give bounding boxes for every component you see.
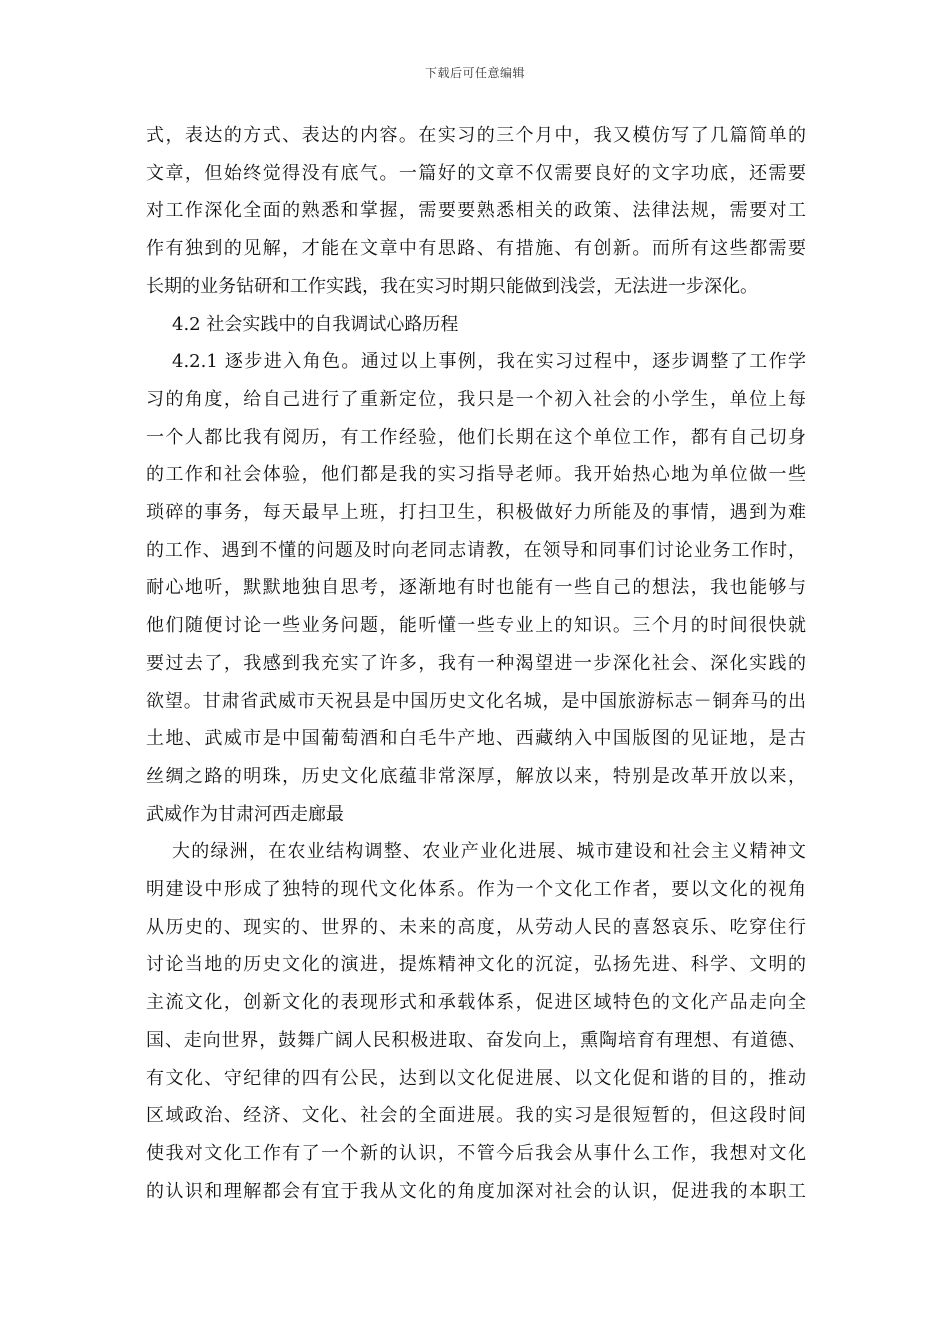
- body-line: 他们随便讨论一些业务问题，能听懂一些专业上的知识。三个月的时间很快就: [146, 615, 806, 637]
- body-line: 作有独到的见解，才能在文章中有思路、有措施、有创新。而所有这些都需要: [146, 238, 806, 260]
- body-line: 使我对文化工作有了一个新的认识，不管今后我会从事什么工作，我想对文化: [146, 1142, 806, 1164]
- body-line: 土地、武威市是中国葡萄酒和白毛牛产地、西藏纳入中国版图的见证地，是古: [146, 728, 806, 750]
- document-body: [146, 117, 806, 1210]
- body-line: 有文化、守纪律的四有公民，达到以文化促进展、以文化促和谐的目的，推动: [146, 1067, 806, 1089]
- body-line: 区域政治、经济、文化、社会的全面进展。我的实习是很短暂的，但这段时间: [146, 1105, 806, 1127]
- body-line: 欲望。甘肃省武威市天祝县是中国历史文化名城，是中国旅游标志－铜奔马的出: [146, 690, 806, 712]
- body-line: 的工作和社会体验，他们都是我的实习指导老师。我开始热心地为单位做一些: [146, 464, 806, 486]
- body-line: 要过去了，我感到我充实了许多，我有一种渴望进一步深化社会、深化实践的: [146, 652, 806, 674]
- paragraph-start-line: 大的绿洲，在农业结构调整、农业产业化进展、城市建设和社会主义精神文: [172, 841, 806, 863]
- body-line: 式，表达的方式、表达的内容。在实习的三个月中，我又模仿写了几篇简单的: [146, 125, 806, 146]
- body-line: 武威作为甘肃河西走廊最: [146, 803, 344, 825]
- body-line: 明建设中形成了独特的现代文化体系。作为一个文化工作者，要以文化的视角: [146, 879, 806, 901]
- body-line: 国、走向世界，鼓舞广阔人民积极进取、奋发向上，熏陶培育有理想、有道德、: [146, 1029, 806, 1051]
- body-line: 丝绸之路的明珠，历史文化底蕴非常深厚，解放以来，特别是改革开放以来，: [146, 765, 806, 787]
- page-header: 下载后可任意编辑: [424, 66, 525, 80]
- body-line: 对工作深化全面的熟悉和掌握，需要要熟悉相关的政策、法律法规，需要对工: [146, 200, 806, 222]
- body-line: 习的角度，给自己进行了重新定位，我只是一个初入社会的小学生，单位上每: [146, 388, 806, 410]
- body-line: 琐碎的事务，每天最早上班，打扫卫生，积极做好力所能及的事情，遇到为难: [146, 502, 806, 524]
- subsection-heading-line: 4.2.1 逐步进入角色。通过以上事例，我在实习过程中，逐步调整了工作学: [172, 351, 806, 373]
- body-line: 的认识和理解都会有宜于我从文化的角度加深对社会的认识，促进我的本职工: [146, 1180, 806, 1202]
- body-line: 的工作、遇到不懂的问题及时向老同志请教，在领导和同事们讨论业务工作时，: [146, 539, 806, 561]
- body-line: 一个人都比我有阅历，有工作经验，他们长期在这个单位工作，都有自己切身: [146, 426, 806, 448]
- body-line: 从历史的、现实的、世界的、未来的高度，从劳动人民的喜怒哀乐、吃穿住行: [146, 916, 806, 938]
- body-line: 讨论当地的历史文化的演进，提炼精神文化的沉淀，弘扬先进、科学、文明的: [146, 954, 806, 976]
- body-line: 文章，但始终觉得没有底气。一篇好的文章不仅需要良好的文字功底，还需要: [146, 162, 806, 184]
- body-line: 耐心地听，默默地独自思考，逐渐地有时也能有一些自己的想法，我也能够与: [146, 577, 806, 599]
- section-heading: 4.2 社会实践中的自我调试心路历程: [172, 313, 459, 335]
- body-line: 长期的业务钻研和工作实践，我在实习时期只能做到浅尝，无法进一步深化。: [146, 275, 758, 297]
- body-line: 主流文化，创新文化的表现形式和承载体系，促进区域特色的文化产品走向全: [146, 992, 806, 1014]
